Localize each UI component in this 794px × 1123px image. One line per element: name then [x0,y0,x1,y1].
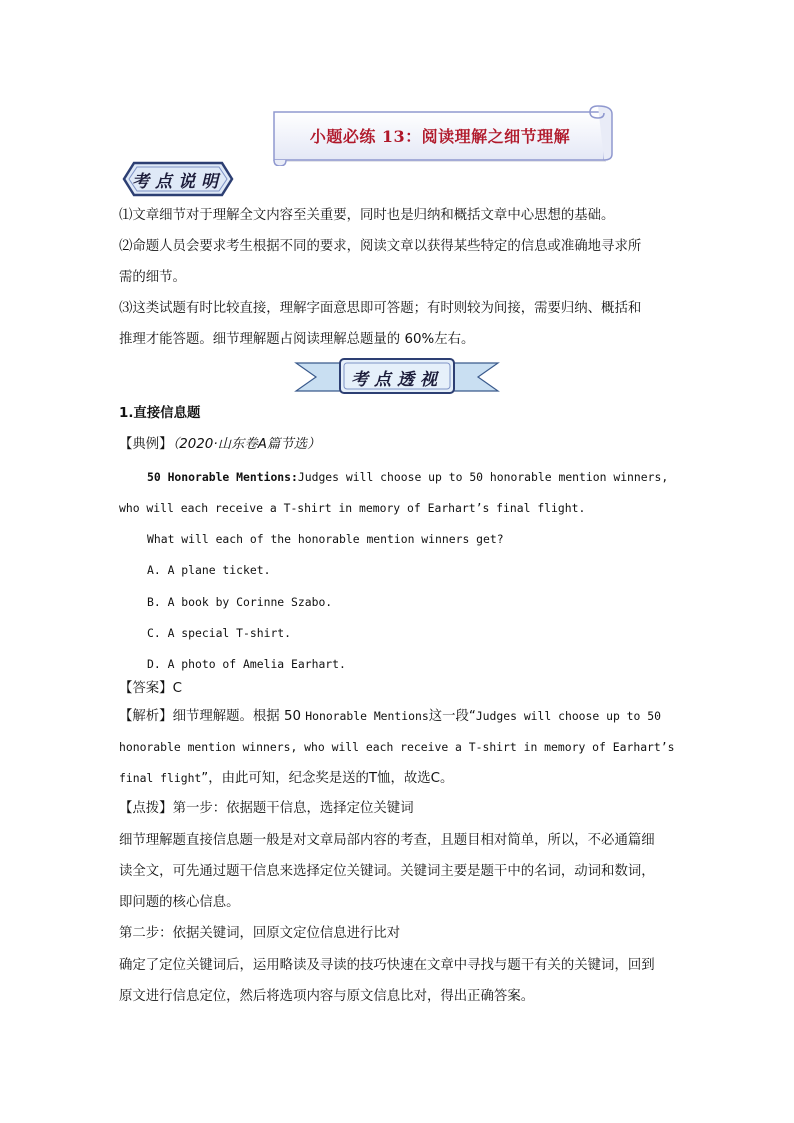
passage-line-2: who will each receive a T-shirt in memory of Earhart’s final flight. [119,501,586,515]
tips-para1-line-3: 即问题的核心信息。 [119,895,240,910]
tips-tag: 【点拨】 [119,801,173,816]
analysis-text-3b: ”，由此可知，纪念奖是送的T恤，故选C。 [201,771,454,786]
explain-line-3: 需的细节。 [119,270,186,285]
analysis-text-1c: 这一段“ [428,709,476,724]
badge-insight [294,357,500,397]
tips-step-2: 第二步：依据关键词，回原文定位信息进行比对 [119,926,401,941]
analysis-line-1 [119,707,661,726]
example-header [119,436,320,454]
page-title: 小题必练 13：阅读理解之细节理解 [309,127,571,146]
tips-para1-line-2: 读全文，可先通过题干信息来选择定位关键词。关键词主要是题干中的名词，动词和数词， [119,864,655,879]
option-a: A. A plane ticket. [147,563,271,577]
analysis-text-3a: final flight [119,771,202,785]
answer-tag: 【答案】 [119,681,173,696]
tips-para1-line-1: 细节理解题直接信息题一般是对文章局部内容的考查，且题目相对简单，所以，不必通篇细 [119,833,655,848]
explain-line-5: 推理才能答题。细节理解题占阅读理解总题量的 60%左右。 [119,332,475,347]
explain-line-4: ⑶这类试题有时比较直接，理解字面意思即可答题；有时则较为间接，需要归纳、概括和 [119,301,642,316]
tips-step-1 [119,800,414,818]
analysis-text-1d: Judges will choose up to 50 [475,709,661,723]
badge-explain-label: 考点说明 [132,172,224,192]
explain-line-2: ⑵命题人员会要求考生根据不同的要求，阅读文章以获得某些特定的信息或准确地寻求所 [119,239,642,254]
example-tag: 【典例】 [119,437,173,452]
question-text: What will each of the honorable mention winners get? [147,532,504,546]
badge-insight-label: 考点透视 [351,370,443,390]
option-c: C. A special T-shirt. [147,626,292,640]
answer-value: C [172,681,182,696]
analysis-line-3 [119,769,453,788]
badge-explain [120,160,236,198]
passage-heading: 50 Honorable Mentions: [147,470,298,484]
example-source: （2020·山东卷A篇节选） [172,437,321,452]
option-b: B. A book by Corinne Szabo. [147,595,333,609]
option-d: D. A photo of Amelia Earhart. [147,657,346,671]
analysis-text-1a: 细节理解题。根据 50 [172,709,306,724]
section-heading: 1.直接信息题 [119,406,201,421]
tips-para2-line-1: 确定了定位关键词后，运用略读及寻读的技巧快速在文章中寻找与题干有关的关键词，回到 [119,958,655,973]
tips-para2-line-2: 原文进行信息定位，然后将选项内容与原文信息比对，得出正确答案。 [119,989,535,1004]
passage-line-1 [147,468,668,486]
answer-line [119,680,182,698]
analysis-line-2: honorable mention winners, who will each receive a T-shirt in memory of Earhart’s [119,740,675,754]
passage-text-1: Judges will choose up to 50 honorable mention winners, [297,470,669,484]
title-banner [272,104,616,166]
analysis-text-1b: Honorable Mentions [305,709,429,723]
analysis-tag: 【解析】 [119,709,173,724]
explain-line-1: ⑴文章细节对于理解全文内容至关重要，同时也是归纳和概括文章中心思想的基础。 [119,208,615,223]
tips-step-1-text: 第一步：依据题干信息，选择定位关键词 [172,801,414,816]
